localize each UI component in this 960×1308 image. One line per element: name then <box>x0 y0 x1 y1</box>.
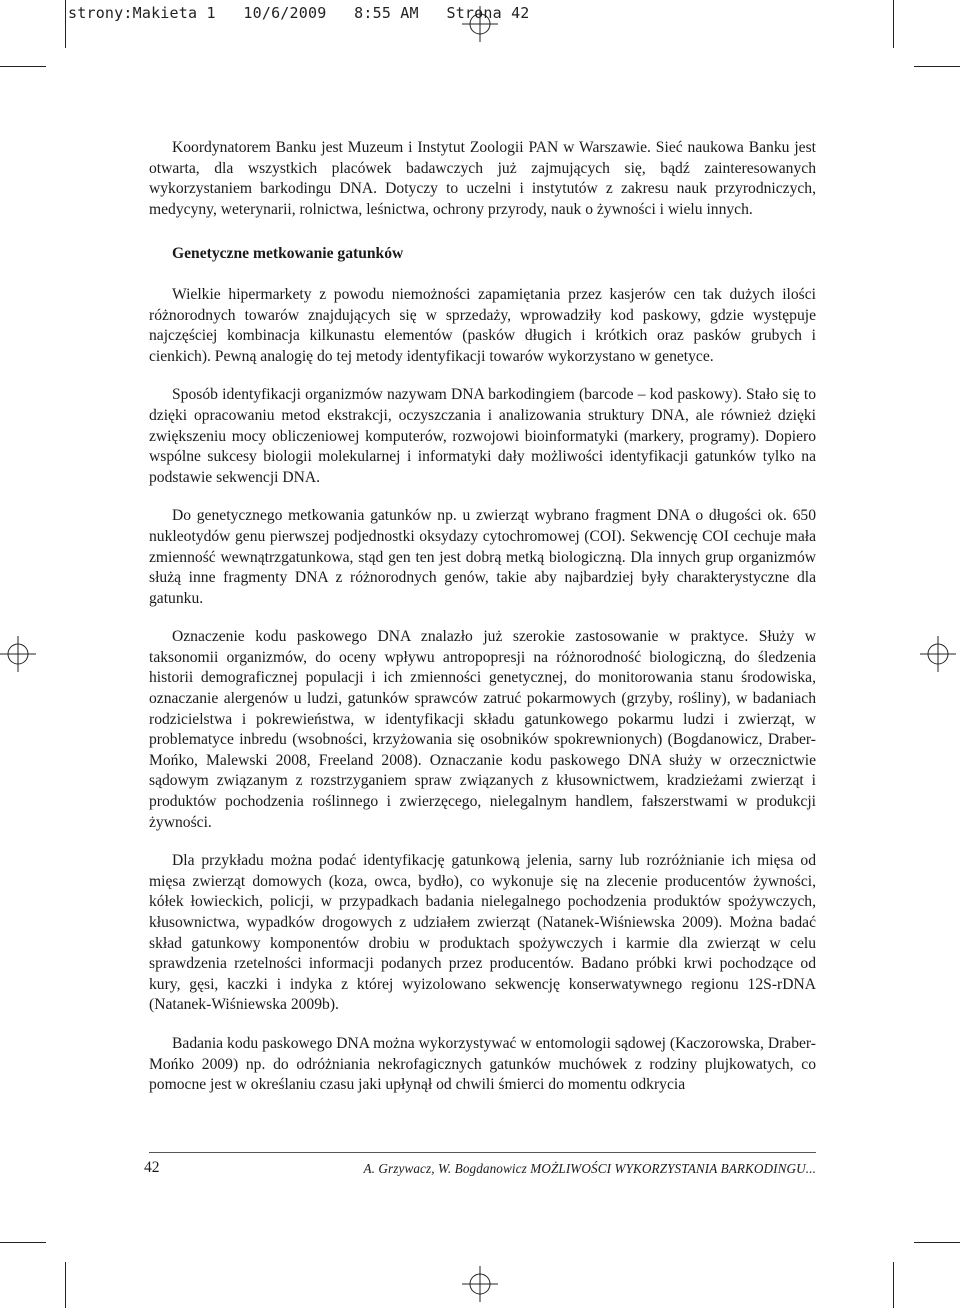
paragraph: Oznaczenie kodu paskowego DNA znalazło już szerokie zastosowanie w praktyce. Służy w taksonomii organizmów, do oceny wpływu antropopresji na różnorodność biologiczną, do śledzenia historii demograficznej populacji i ich zmienności genetycznej, do monitorowania stanu środowiska, oznaczanie alergenów u ludzi, gatunków sprawców zatruć pokarmowych (grzyby, rośliny), w badaniach rodzicielstwa i pokrewieństwa, w identyfikacji składu gatunkowego pokarmu ludzi i zwierząt, w problematyce inbredu (wsobności, krzyżowania się osobników spokrewnionych) (Bogdanowicz, Draber-Mońko, Malewski 2008, Freeland 2008). Oznaczanie kodu paskowego DNA służy w orzecznictwie sądowym związanym z rozstrzyganiem spraw związanych z kłusownictwem, kradzieżami zwierząt i produktów pochodzenia roślinnego i zwierzęcego, nielegalnym handlem, fałszerstwami w produkcji żywności. <box>149 628 816 831</box>
crop-mark-top-right-vertical <box>893 0 894 48</box>
crop-mark-top-left-horizontal <box>0 66 46 67</box>
paragraph: Dla przykładu można podać identyfikację gatunkową jelenia, sarny lub rozróżnianie ich mięsa od mięsa zwierząt domowych (koza, owca, bydło), co wykonuje się na zlecenie producentów żywności, kółek łowieckich, policji, w przypadkach badania nielegalnego pochodzenia produktów spożywczych, kłusownictwa, wypadków drogowych z udziałem zwierząt (Natanek-Wiśniewska 2009). Można badać skład gatunkowy komponentów drobiu w produktach spożywczych i karmie dla zwierząt w celu sprawdzenia rzetelności informacji podanych przez producentów. Badano próbki krwi pochodzące od kury, gęsi, kaczki i indyka z której wyizolowano sekwencję konserwatywnego regionu 12S-rDNA (Natanek-Wiśniewska 2009b). <box>149 852 816 1014</box>
crop-mark-top-right-horizontal <box>914 66 960 67</box>
running-footer-title: A. Grzywacz, W. Bogdanowicz MOŻLIWOŚCI WYKORZYSTANIA BARKODINGU... <box>363 1161 816 1176</box>
crosshair-circle-icon <box>462 6 498 42</box>
paragraph: Koordynatorem Banku jest Muzeum i Instytut Zoologii PAN w Warszawie. Sieć naukowa Banku jest otwarta, dla wszystkich placówek badawczych już zajmujących się, bądź zainteresowanych wykorzystaniem barkodingu DNA. Dotyczy to uczelni i instytutów z zakresu nauk przyrodniczych, medycyny, weterynarii, rolnictwa, leśnictwa, ochrony przyrody, nauk o żywności i wielu innych. <box>149 139 816 218</box>
crop-mark-top-left-vertical <box>65 0 66 48</box>
crop-mark-bottom-left-vertical <box>65 1262 66 1308</box>
print-slug-line: strony:Makieta 1 10/6/2009 8:55 AM Strona 42 <box>68 4 530 22</box>
page-number: 42 <box>144 1159 160 1176</box>
section-heading: Genetyczne metkowanie gatunków <box>172 245 404 263</box>
paragraph: Badania kodu paskowego DNA można wykorzystywać w entomologii sądowej (Kaczorowska, Draber-Mońko 2009) np. do odróżniania nekrofagicznych gatunków muchówek z rodziny plujkowatych, co pomocne jest w określaniu czasu jaki upłynął od chwili śmierci do momentu odkrycia <box>149 1034 816 1094</box>
crosshair-circle-icon <box>920 636 956 672</box>
crop-mark-bottom-left-horizontal <box>0 1242 46 1243</box>
paragraph: Do genetycznego metkowania gatunków np. u zwierząt wybrano fragment DNA o długości ok. 650 nukleotydów genu pierwszej podjednostki oksydazy cytochromowej (COI). Sekwencję COI cechuje mała zmienność wewnątrzgatunkowa, stąd gen ten jest dobrą metką biologiczną. Dla innych grup organizmów służą inne fragmenty DNA z różnorodnych genów, takie aby najbardziej były charakterystyczne dla gatunku. <box>149 507 816 607</box>
crosshair-circle-icon <box>462 1266 498 1302</box>
paragraph: Sposób identyfikacji organizmów nazywam DNA barkodingiem (barcode – kod paskowy). Stało się to dzięki opracowaniu metod ekstrakcji, oczyszczania i analizowania struktury DNA, ale również dzięki zwiększeniu mocy obliczeniowej komputerów, rozwojowi bioinformatyki (markery, programy). Dopiero wspólne sukcesy biologii molekularnej i informatyki dały możliwości identyfikacji gatunków tylko na podstawie sekwencji DNA. <box>149 386 816 486</box>
crosshair-circle-icon <box>0 636 36 672</box>
paragraph: Wielkie hipermarkety z powodu niemożności zapamiętania przez kasjerów cen tak dużych ilości różnorodnych towarów znajdujących się w sprzedaży, wprowadziły kod paskowy, gdzie występuje najczęściej kombinacja kilkunastu elementów (pasków długich i krótkich oraz pasków grubych i cienkich). Pewną analogię do tej metody identyfikacji towarów wykorzystano w genetyce. <box>149 285 816 365</box>
crop-mark-bottom-right-vertical <box>893 1262 894 1308</box>
crop-mark-bottom-right-horizontal <box>914 1242 960 1243</box>
footer-rule <box>149 1152 816 1153</box>
article-body <box>149 138 816 1096</box>
